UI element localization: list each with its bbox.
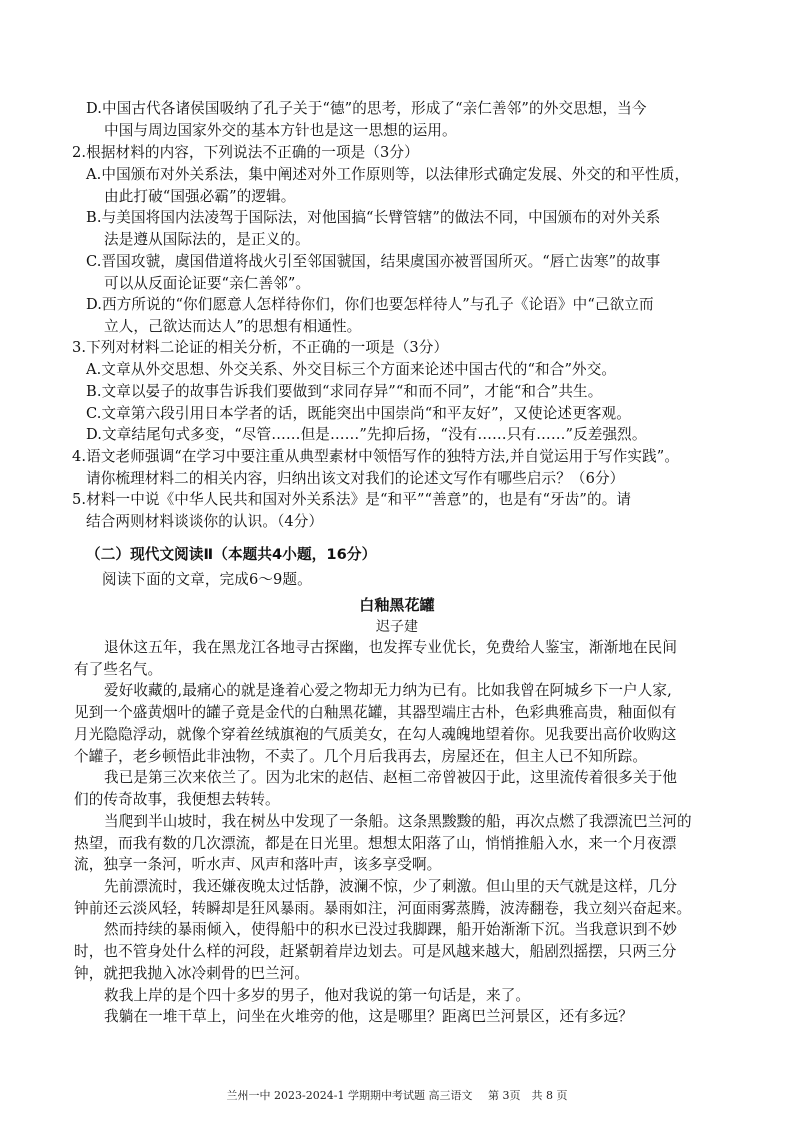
paragraph-line: 见到一个盛黄烟叶的罐子竟是金代的白釉黑花罐，其器型端庄古朴，色彩典雅高贵，釉面似有: [74, 704, 677, 721]
paragraph-line: 流，独享一条河，听水声、风声和落叶声，该多享受啊。: [74, 856, 442, 873]
paragraph-line: 退休这五年，我在黑龙江各地寻古探幽，也发挥专业优长，免费给人鉴宝，渐渐地在民间: [104, 639, 678, 656]
paragraph-line: 我躺在一堆干草上，问坐在火堆旁的他，这是哪里？距离巴兰河景区，还有多远？: [104, 1008, 633, 1025]
q2-option-c-line1: C.晋国攻虢，虞国借道将战火引至邻国虢国，结果虞国亦被晋国所灭。“唇亡齿寒”的故事: [86, 253, 661, 270]
article-author: 迟子建: [375, 619, 419, 635]
q5-line1: 5.材料一中说《中华人民共和国对外关系法》是“和平”“善意”的，也是有“牙齿”的。请: [72, 491, 632, 508]
q2-option-b-line2: 法是遵从国际法的，是正义的。: [104, 231, 310, 248]
paragraph-line: 爱好收藏的,最痛心的就是逢着心爱之物却无力纳为已有。比如我曾在阿城乡下一户人家,: [104, 682, 672, 699]
q5-line2: 结合两则材料谈谈你的认识。（4分）: [86, 513, 324, 530]
q1-option-d-line2: 中国与周边国家外交的基本方针也是这一思想的运用。: [104, 122, 457, 139]
paragraph-line: 然而持续的暴雨倾入，使得船中的积水已没过我脚踝，船开始渐渐下沉。当我意识到不妙: [104, 921, 678, 938]
q2-option-a-line1: A.中国颁布对外关系法，集中阐述对外工作原则等，以法律形式确定发展、外交的和平性质，: [86, 166, 690, 183]
q2-option-c-line2: 可以从反面论证要“亲仁善邻”。: [104, 275, 311, 292]
paragraph-line: 先前漂流时，我还嫌夜晚太过恬静，波澜不惊，少了刺激。但山里的天气就是这样，几分: [104, 878, 678, 895]
q2-stem: 2.根据材料的内容，下列说法不正确的一项是（3分）: [72, 144, 419, 161]
footer-page-number: 第 3页 共 8 页: [487, 1089, 568, 1102]
q2-option-b-line1: B.与美国将国内法凌驾于国际法，对他国搞“长臂管辖”的做法不同，中国颁布的对外关系: [86, 209, 661, 226]
q4-line2: 请你梳理材料二的相关内容，归纳出该文对我们的论述文写作有哪些启示？（6分）: [86, 470, 625, 487]
q2-option-d-line1: D.西方所说的“你们愿意人怎样待你们，你们也要怎样待人”与孔子《论语》中“己欲立而: [86, 296, 654, 313]
paragraph-line: 我已是第三次来依兰了。因为北宋的赵佶、赵桓二帝曾被囚于此，这里流传着很多关于他: [104, 769, 678, 786]
q2-option-d-line2: 立人，己欲达而达人”的思想有相通性。: [104, 318, 362, 335]
article-title: 白釉黑花罐: [359, 596, 435, 614]
paragraph-line: 救我上岸的是个四十多岁的男子，他对我说的第一句话是，来了。: [104, 987, 531, 1004]
section-heading: （二）现代文阅读Ⅱ（本题共4小题，16分）: [86, 546, 377, 563]
section-instruction: 阅读下面的文章，完成6～9题。: [102, 571, 312, 588]
paragraph-line: 时，也不管身处什么样的河段，赶紧朝着岸边划去。可是风越来越大，船剧烈摇摆，只两三分: [74, 943, 677, 960]
q3-option-c: C.文章第六段引用日本学者的话，既能突出中国崇尚“和平友好”，又使论述更客观。: [86, 405, 631, 422]
paragraph-line: 月光隐隐浮动，就像个穿着丝绒旗袍的气质美女，在勾人魂魄地望着你。见我要出高价收购这: [74, 726, 677, 743]
q2-option-a-line2: 由此打破“国强必霸”的逻辑。: [104, 188, 296, 205]
footer-exam-title: 兰州一中 2023-2024-1 学期期中考试题 高三语文: [226, 1089, 473, 1102]
q4-line1: 4.语文老师强调“在学习中要注重从典型素材中领悟写作的独特方法,并自觉运用于写作实践”。: [72, 448, 680, 465]
q3-option-b: B.文章以晏子的故事告诉我们要做到“求同存异”“和而不同”，才能“和合”共生。: [86, 383, 603, 400]
paragraph-line: 钟前还云淡风轻，转瞬却是狂风暴雨。暴雨如注，河面雨雾蒸腾，波涛翻卷，我立刻兴奋起来。: [74, 900, 692, 917]
page-footer: [0, 1087, 794, 1103]
paragraph-line: 钟，就把我抛入冰冷刺骨的巴兰河。: [74, 965, 310, 982]
paragraph-line: 热望，而我有数的几次漂流，都是在日光里。想想太阳落了山，悄悄推船入水，来一个月夜漂: [74, 835, 677, 852]
paragraph-line: 们的传奇故事，我便想去转转。: [74, 791, 280, 808]
q1-option-d-line1: D.中国古代各诸侯国吸纳了孔子关于“德”的思考，形成了“亲仁善邻”的外交思想，当今: [86, 100, 647, 117]
paragraph-line: 有了些名气。: [74, 661, 163, 678]
q3-option-a: A.文章从外交思想、外交关系、外交目标三个方面来论述中国古代的“和合”外交。: [86, 361, 617, 378]
q3-stem: 3.下列对材料二论证的相关分析，不正确的一项是（3分）: [72, 339, 449, 356]
paragraph-line: 个罐子，老乡顿悟此非浊物，不卖了。几个月后我再去，房屋还在，但主人已不知所踪。: [74, 748, 648, 765]
paragraph-line: 当爬到半山坡时，我在树丛中发现了一条船。这条黑黢黢的船，再次点燃了我漂流巴兰河的: [104, 813, 692, 830]
q3-option-d: D.文章结尾句式多变，“尽管……但是……”先抑后扬，“没有……只有……”反差强烈。: [86, 426, 647, 443]
